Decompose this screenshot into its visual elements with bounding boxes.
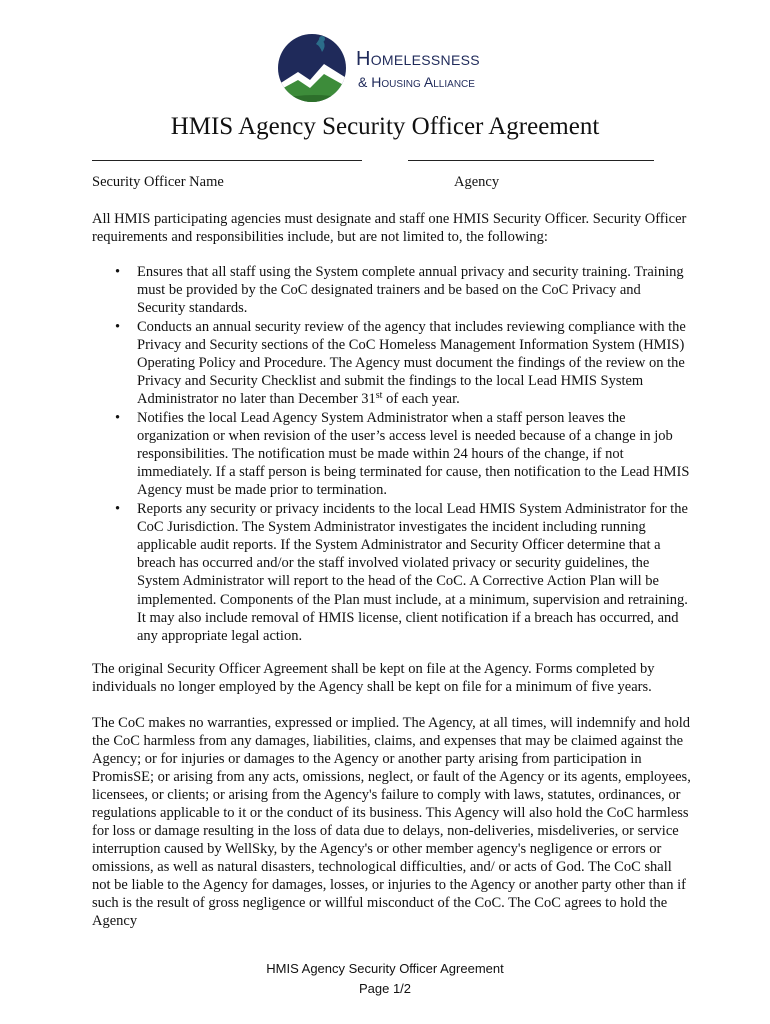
organization-logo	[276, 28, 506, 108]
list-item	[92, 318, 692, 409]
document-title: HMIS Agency Security Officer Agreement	[170, 113, 600, 140]
security-officer-name-label: Security Officer Name	[92, 174, 224, 190]
agency-line	[408, 160, 654, 161]
list-item-text: Reports any security or privacy incidents to the local Lead HMIS System Administrator for the CoC Jurisdiction. The System Administrator investigates the incident including running applicable audit reports. If the System Administrator and Security Officer determine that a breach has occurred and/or the staff involved violated privacy or security guidelines, the System Administrator will report to the head of the CoC. A Corrective Action Plan will be implemented. Components of the Plan must include, at a minimum, supervision and retraining. It may also include removal of HMIS license, client notification if a breach has occurred, and any appropriate legal action.	[137, 500, 688, 645]
list-item-text: Conducts an annual security review of the agency that includes reviewing compliance with the Privacy and Security sections of the CoC Homeless Management Information System (HMIS) Operating Policy and Procedure. The Agency must document the findings of the review on the Privacy and Security Checklist and submit the findings to the local Lead HMIS System Administrator no later than December 31	[137, 318, 686, 408]
list-item	[92, 500, 692, 646]
footer-title: HMIS Agency Security Officer Agreement	[266, 961, 504, 976]
list-item-text-tail: of each year.	[382, 391, 460, 408]
retention-paragraph: The original Security Officer Agreement shall be kept on file at the Agency. Forms completed by individuals no longer employed by the Agency shall be kept on file for a minimum of five years.	[92, 661, 655, 695]
logo-wordmark-line2: & Housing Alliance	[358, 74, 475, 90]
list-item	[92, 409, 692, 500]
warranty-paragraph: The CoC makes no warranties, expressed or implied. The Agency, at all times, will indemnify and hold the CoC harmless from any damages, liabilities, claims, and expenses that may be claimed against the Agency; or for injuries or damages to the Agency or another party arising from participation in PromisSE; or arising from any acts, omissions, neglect, or fault of the Agency or its agents, employees, licensees, or clients; or arising from the Agency's failure to comply with laws, statutes, ordinances, or regulations applicable to it or the conduct of its business. This Agency will also hold the CoC harmless for loss or damage resulting in the loss of data due to delays, non-deliveries, misdeliveries, or service interruption caused by WellSky, by the Agency's or other member agency's negligence or errors or omissions, as well as natural disasters, technological difficulties, and/ or acts of God. The CoC shall not be liable to the Agency for damages, losses, or injuries to the Agency or another party other than if such is the result of gross negligence or willful misconduct of the CoC. The CoC agrees to hold the Agency	[92, 715, 691, 929]
logo-emblem-icon	[276, 28, 356, 108]
responsibilities-list	[92, 263, 692, 645]
ordinal-suffix: st	[375, 390, 383, 402]
security-officer-name-line	[92, 160, 362, 161]
intro-paragraph: All HMIS participating agencies must designate and staff one HMIS Security Officer. Security Officer requirements and responsibilities include, but are not limited to, the following:	[92, 211, 687, 245]
logo-wordmark-line1: Homelessness	[356, 48, 480, 70]
agency-label: Agency	[454, 174, 500, 190]
list-item-text: Ensures that all staff using the System complete annual privacy and security training. Training must be provided by the CoC designated trainers and be based on the CoC Privacy and Security standards.	[137, 264, 684, 317]
footer-page-number: Page 1/2	[358, 981, 412, 996]
list-item	[92, 263, 692, 318]
list-item-text: Notifies the local Lead Agency System Administrator when a staff person leaves the organization or when revision of the user’s access level is needed because of a change in job responsibilities. The notification must be made within 24 hours of the change, if not immediately. If a staff person is being terminated for cause, then notification to the Lead HMIS Agency must be made prior to termination.	[137, 409, 690, 499]
